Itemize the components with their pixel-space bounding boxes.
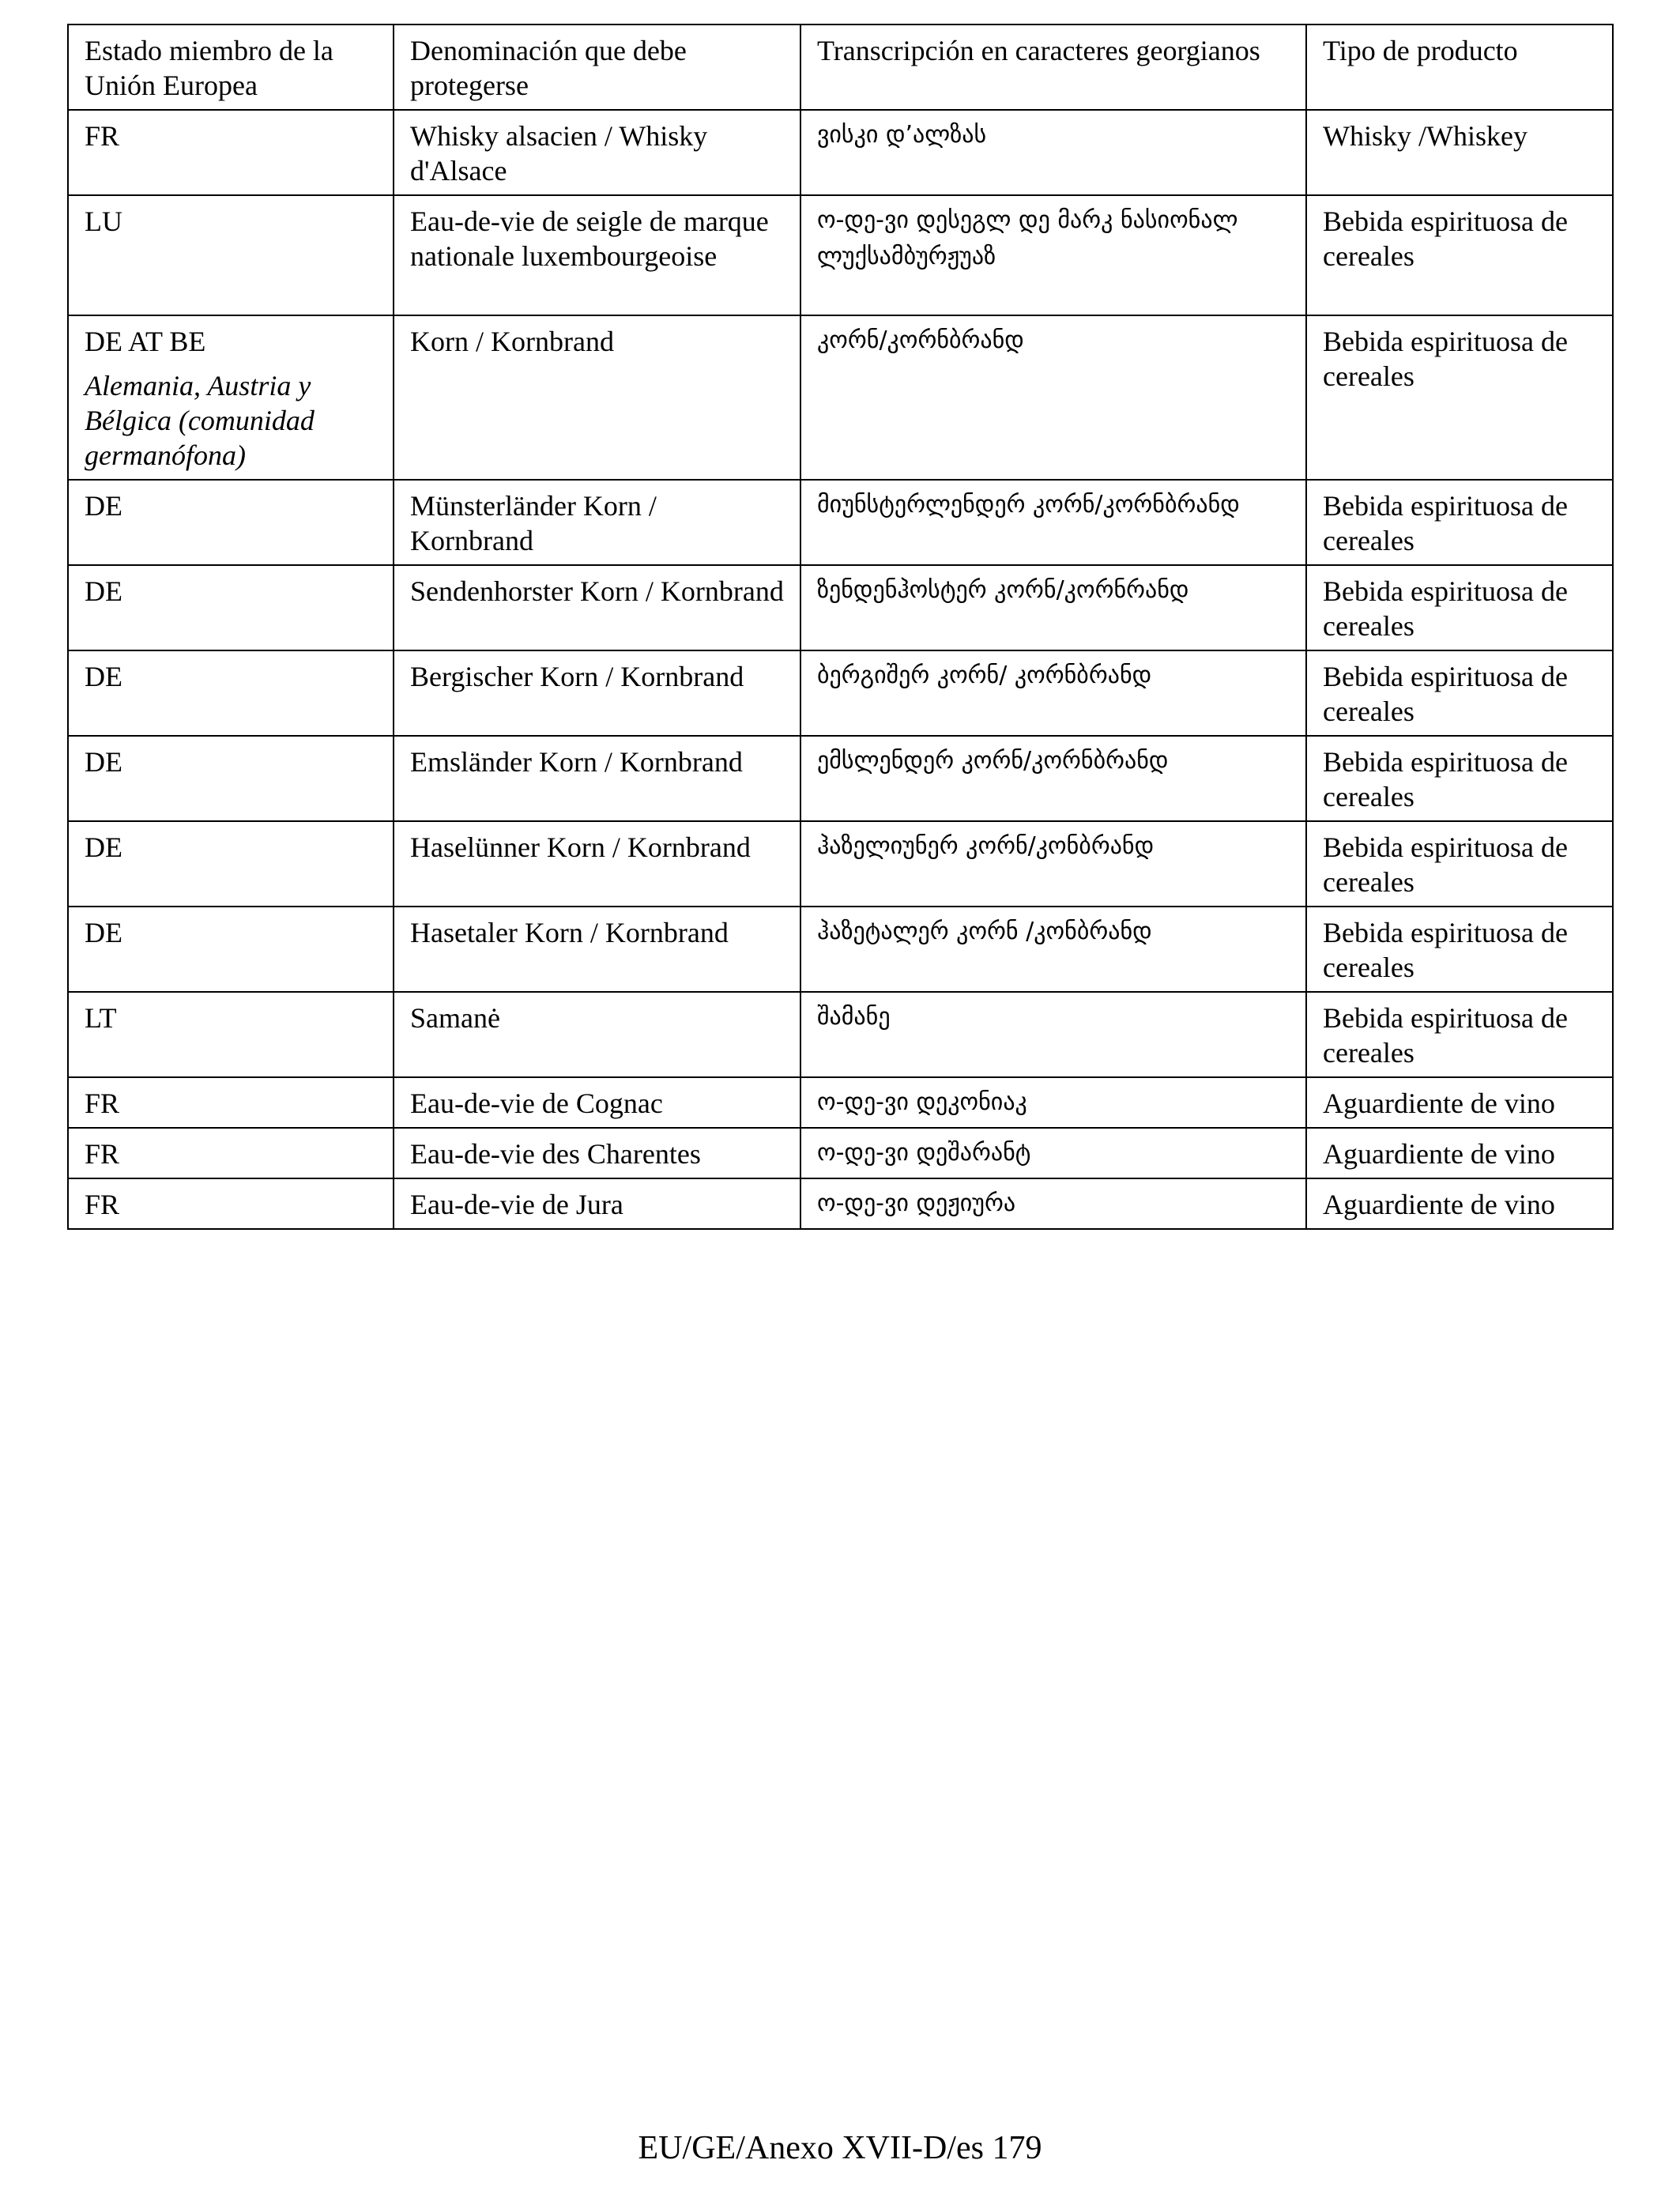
header-cell-georgian: Transcripción en caracteres georgianos: [800, 25, 1306, 110]
cell-state: DE: [68, 736, 394, 821]
table-row: [68, 1128, 1613, 1178]
cell-state: DE: [68, 650, 394, 736]
table-row: [68, 480, 1613, 565]
table-row: [68, 110, 1613, 195]
cell-georgian: ო-დე-ვი დეჟიურა: [800, 1178, 1306, 1229]
cell-name: Eau-de-vie des Charentes: [394, 1128, 800, 1178]
table-row: [68, 907, 1613, 992]
cell-type: Bebida espirituosa de cereales: [1306, 195, 1613, 315]
cell-type: Bebida espirituosa de cereales: [1306, 736, 1613, 821]
cell-type: Bebida espirituosa de cereales: [1306, 650, 1613, 736]
cell-georgian: მიუნსტერლენდერ კორნ/კორნბრანდ: [800, 480, 1306, 565]
cell-type: Bebida espirituosa de cereales: [1306, 480, 1613, 565]
table-row: [68, 821, 1613, 907]
gi-table: [67, 24, 1614, 1230]
cell-name: Haselünner Korn / Kornbrand: [394, 821, 800, 907]
cell-type: Bebida espirituosa de cereales: [1306, 821, 1613, 907]
cell-name: Eau-de-vie de Jura: [394, 1178, 800, 1229]
cell-name: Korn / Kornbrand: [394, 315, 800, 480]
cell-state: FR: [68, 1128, 394, 1178]
cell-type: Bebida espirituosa de cereales: [1306, 565, 1613, 650]
cell-georgian: ო-დე-ვი დეშარანტ: [800, 1128, 1306, 1178]
cell-type: Aguardiente de vino: [1306, 1178, 1613, 1229]
cell-name: Bergischer Korn / Kornbrand: [394, 650, 800, 736]
table-row: [68, 992, 1613, 1077]
cell-state: DE: [68, 821, 394, 907]
cell-type: Bebida espirituosa de cereales: [1306, 992, 1613, 1077]
header-cell-name: Denominación que debe protegerse: [394, 25, 800, 110]
cell-state: LT: [68, 992, 394, 1077]
cell-type: Bebida espirituosa de cereales: [1306, 907, 1613, 992]
state-note: Alemania, Austria y Bélgica (comunidad germanófona): [85, 370, 315, 471]
cell-type: Bebida espirituosa de cereales: [1306, 315, 1613, 480]
cell-name: Hasetaler Korn / Kornbrand: [394, 907, 800, 992]
table-row: [68, 1077, 1613, 1128]
cell-state: DE AT BE: [85, 326, 206, 357]
cell-name: Samanė: [394, 992, 800, 1077]
cell-name: Münsterländer Korn / Kornbrand: [394, 480, 800, 565]
cell-name: Sendenhorster Korn / Kornbrand: [394, 565, 800, 650]
cell-georgian: ემსლენდერ კორნ/კორნბრანდ: [800, 736, 1306, 821]
cell-name: Eau-de-vie de seigle de marque nationale luxembourgeoise: [394, 195, 800, 315]
table-row: [68, 565, 1613, 650]
cell-type: Aguardiente de vino: [1306, 1128, 1613, 1178]
cell-state: FR: [68, 1077, 394, 1128]
cell-state: LU: [68, 195, 394, 315]
cell-georgian: ო-დე-ვი დეკონიაკ: [800, 1077, 1306, 1128]
table-row: [68, 1178, 1613, 1229]
cell-georgian: კორნ/კორნბრანდ: [800, 315, 1306, 480]
header-cell-type: Tipo de producto: [1306, 25, 1613, 110]
cell-name: Eau-de-vie de Cognac: [394, 1077, 800, 1128]
cell-name: Whisky alsacien / Whisky d'Alsace: [394, 110, 800, 195]
cell-georgian: ზენდენჰოსტერ კორნ/კორნრანდ: [800, 565, 1306, 650]
cell-georgian: ჰაზელიუნერ კორნ/კონბრანდ: [800, 821, 1306, 907]
cell-state: DE: [68, 907, 394, 992]
cell-state: FR: [68, 110, 394, 195]
cell-type: Whisky /Whiskey: [1306, 110, 1613, 195]
cell-georgian: შამანე: [800, 992, 1306, 1077]
table-row: [68, 315, 1613, 480]
cell-georgian: ჰაზეტალერ კორნ /კონბრანდ: [800, 907, 1306, 992]
cell-state: DE: [68, 480, 394, 565]
header-cell-state: Estado miembro de la Unión Europea: [68, 25, 394, 110]
table-row: [68, 650, 1613, 736]
cell-georgian: ო-დე-ვი დესეგლ დე მარკ ნასიონალ ლუქსამბურჟუაზ: [800, 195, 1306, 315]
table-header-row: [68, 25, 1613, 110]
cell-state: FR: [68, 1178, 394, 1229]
cell-georgian: ბერგიშერ კორნ/ კორნბრანდ: [800, 650, 1306, 736]
cell-type: Aguardiente de vino: [1306, 1077, 1613, 1128]
cell-georgian: ვისკი დ’ალზას: [800, 110, 1306, 195]
table-row: [68, 736, 1613, 821]
cell-name: Emsländer Korn / Kornbrand: [394, 736, 800, 821]
cell-state-with-note: [68, 315, 394, 480]
cell-state: DE: [68, 565, 394, 650]
page-footer: EU/GE/Anexo XVII-D/es 179: [638, 2130, 1042, 2166]
table-row: [68, 195, 1613, 315]
